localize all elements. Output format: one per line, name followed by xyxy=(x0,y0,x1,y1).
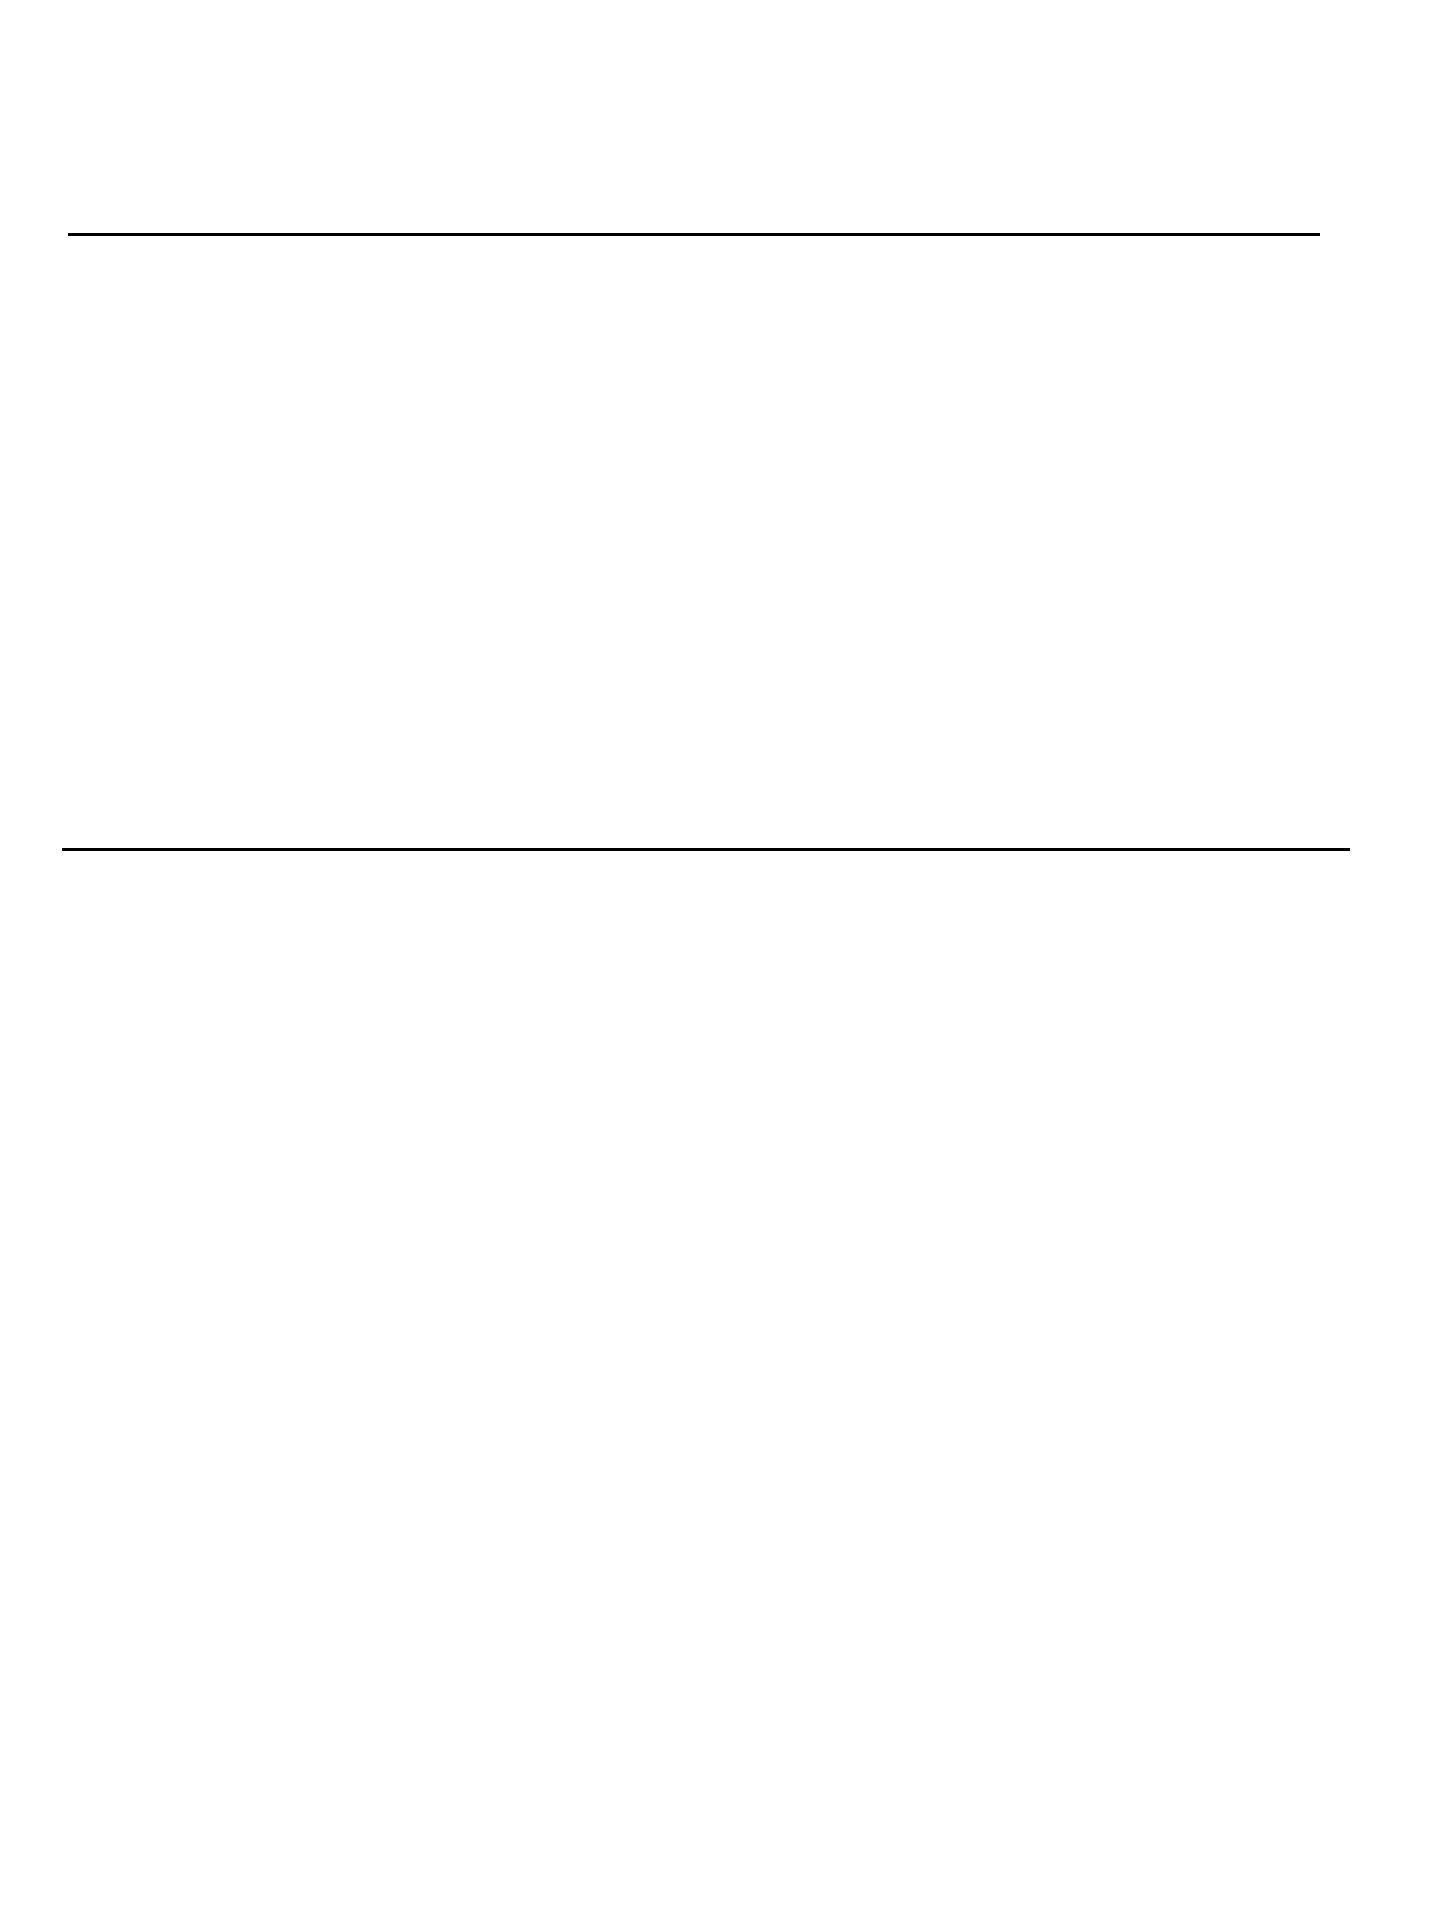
section-divider-bottom xyxy=(62,848,1350,851)
section-divider-top xyxy=(68,233,1320,236)
